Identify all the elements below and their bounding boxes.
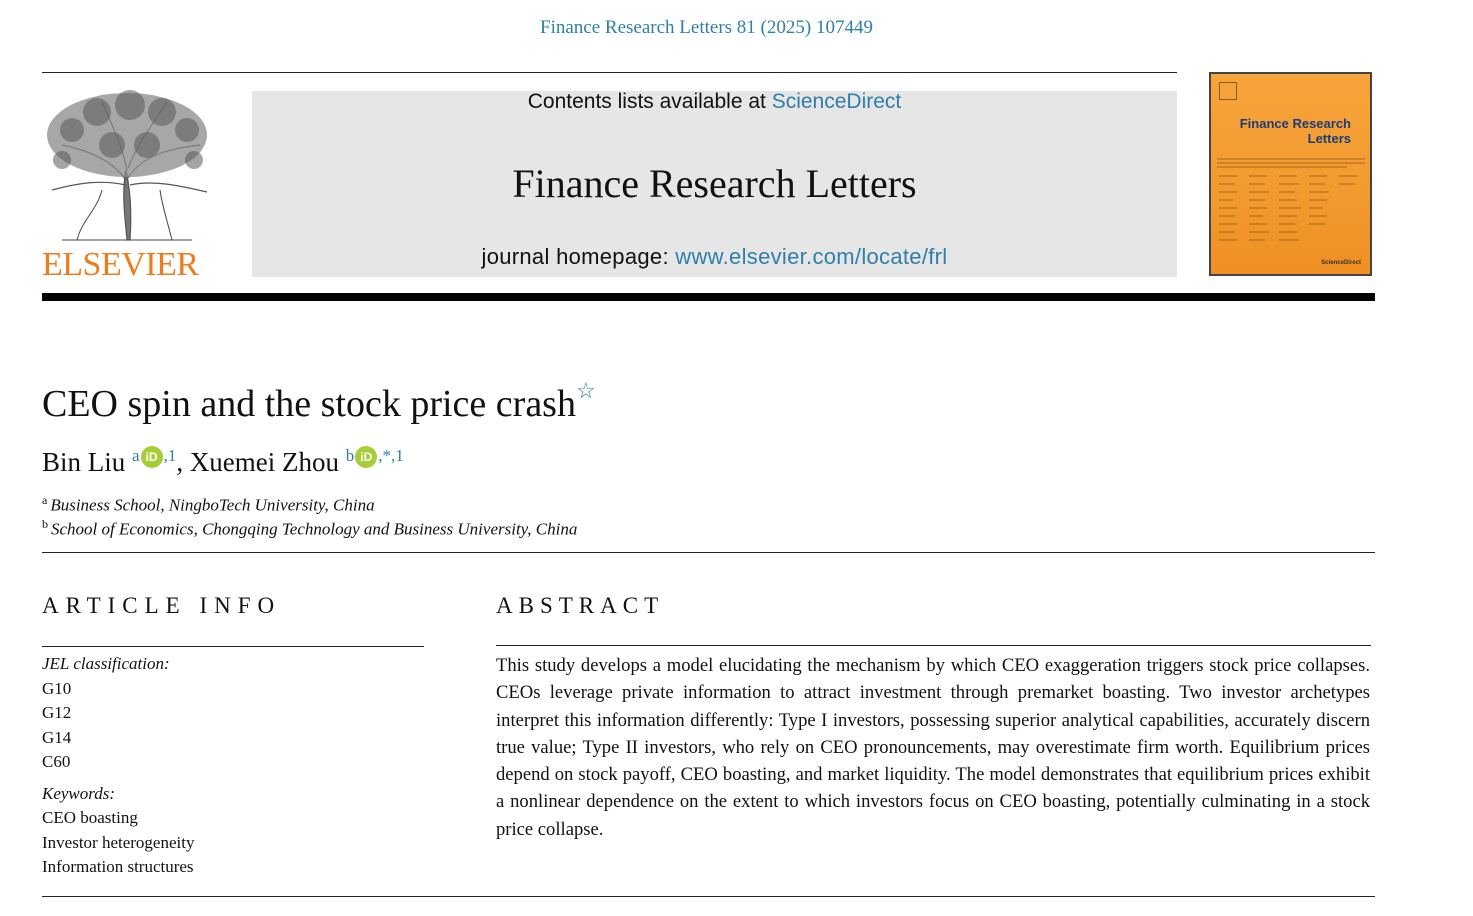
cover-footer: ScienceDirect — [1321, 260, 1361, 266]
author-affiliation-mark[interactable]: a — [132, 446, 140, 465]
contents-prefix: Contents lists available at — [527, 90, 772, 113]
bottom-rule — [42, 896, 1375, 897]
title-footnote-star-icon[interactable]: ☆ — [575, 378, 596, 404]
author-affiliation-mark[interactable]: b — [345, 446, 355, 465]
affiliation-rule — [42, 552, 1375, 553]
author-separator: , — [176, 447, 190, 477]
journal-title: Finance Research Letters — [512, 161, 917, 206]
orcid-icon[interactable]: iD — [141, 446, 163, 468]
affiliation-mark: a — [42, 493, 48, 507]
article-info-rule — [42, 646, 424, 647]
cover-title — [1211, 116, 1351, 146]
article-title — [42, 378, 596, 426]
affiliation-text: Business School, NingboTech University, China — [50, 495, 375, 515]
cover-title-line1: Finance Research — [1239, 116, 1351, 131]
affiliation-mark: b — [42, 517, 48, 531]
article-info-list — [42, 652, 422, 880]
affiliation — [42, 517, 577, 540]
author-name[interactable]: Bin Liu — [42, 447, 126, 477]
article-info-heading: ARTICLE INFO — [42, 593, 282, 618]
cover-logo-icon — [1219, 82, 1237, 100]
top-rule — [42, 72, 1177, 73]
abstract-text: This study develops a model elucidating the mechanism by which CEO exaggeration triggers stock price collapses. CEOs leverage private information to attract investment through premarket boasting. Two investor archetypes interpret this information differently: Type I investors, possessing superior analytical capabilities, accurately discern true value; Type II investors, who rely on CEO pronouncements, may overestimate firm worth. Equilibrium prices depend on stock payoff, CEO boasting, and market liquidity. The model demonstrates that equilibrium prices exhibit a nonlinear dependence on the extent to which investors focus on CEO boasting, potentially culminating in a stock price collapse. — [496, 655, 1370, 840]
sciencedirect-link[interactable]: ScienceDirect — [771, 90, 902, 113]
author-footnote-marks[interactable]: ,*,1 — [378, 446, 404, 465]
keyword: Information structures — [42, 857, 194, 876]
publisher-wordmark: ELSEVIER — [42, 246, 199, 283]
affiliation — [42, 493, 375, 516]
journal-homepage-line — [252, 244, 1177, 270]
journal-cover-thumbnail[interactable] — [1209, 72, 1372, 276]
cover-title-line2: Letters — [1307, 131, 1351, 146]
cover-editorial-board-text — [1217, 156, 1367, 251]
journal-homepage-link[interactable]: www.elsevier.com/locate/frl — [675, 244, 948, 269]
jel-code: G10 — [42, 678, 72, 698]
abstract-rule — [496, 645, 1371, 646]
keyword: CEO boasting — [42, 808, 138, 827]
jel-code: G12 — [42, 703, 72, 722]
homepage-prefix: journal homepage: — [481, 244, 676, 269]
contents-availability-line — [252, 90, 1177, 114]
author-name[interactable]: Xuemei Zhou — [189, 447, 340, 477]
keywords-label: Keywords: — [42, 783, 116, 803]
abstract-heading: ABSTRACT — [496, 593, 665, 618]
orcid-icon[interactable]: iD — [355, 446, 377, 468]
jel-code: G14 — [42, 727, 72, 747]
spacer — [42, 775, 422, 782]
keyword: Investor heterogeneity — [42, 832, 195, 852]
running-head[interactable]: Finance Research Letters 81 (2025) 107449 — [540, 17, 873, 38]
article-title-text: CEO spin and the stock price crash — [42, 383, 576, 425]
affiliation-text: School of Economics, Chongqing Technology and Business University, China — [51, 519, 578, 539]
author-footnote-marks[interactable]: ,1 — [163, 446, 177, 465]
author-list — [42, 446, 404, 478]
header-thick-rule — [42, 293, 1375, 301]
jel-classification-label: JEL classification: — [42, 654, 170, 673]
jel-code: C60 — [42, 752, 71, 771]
